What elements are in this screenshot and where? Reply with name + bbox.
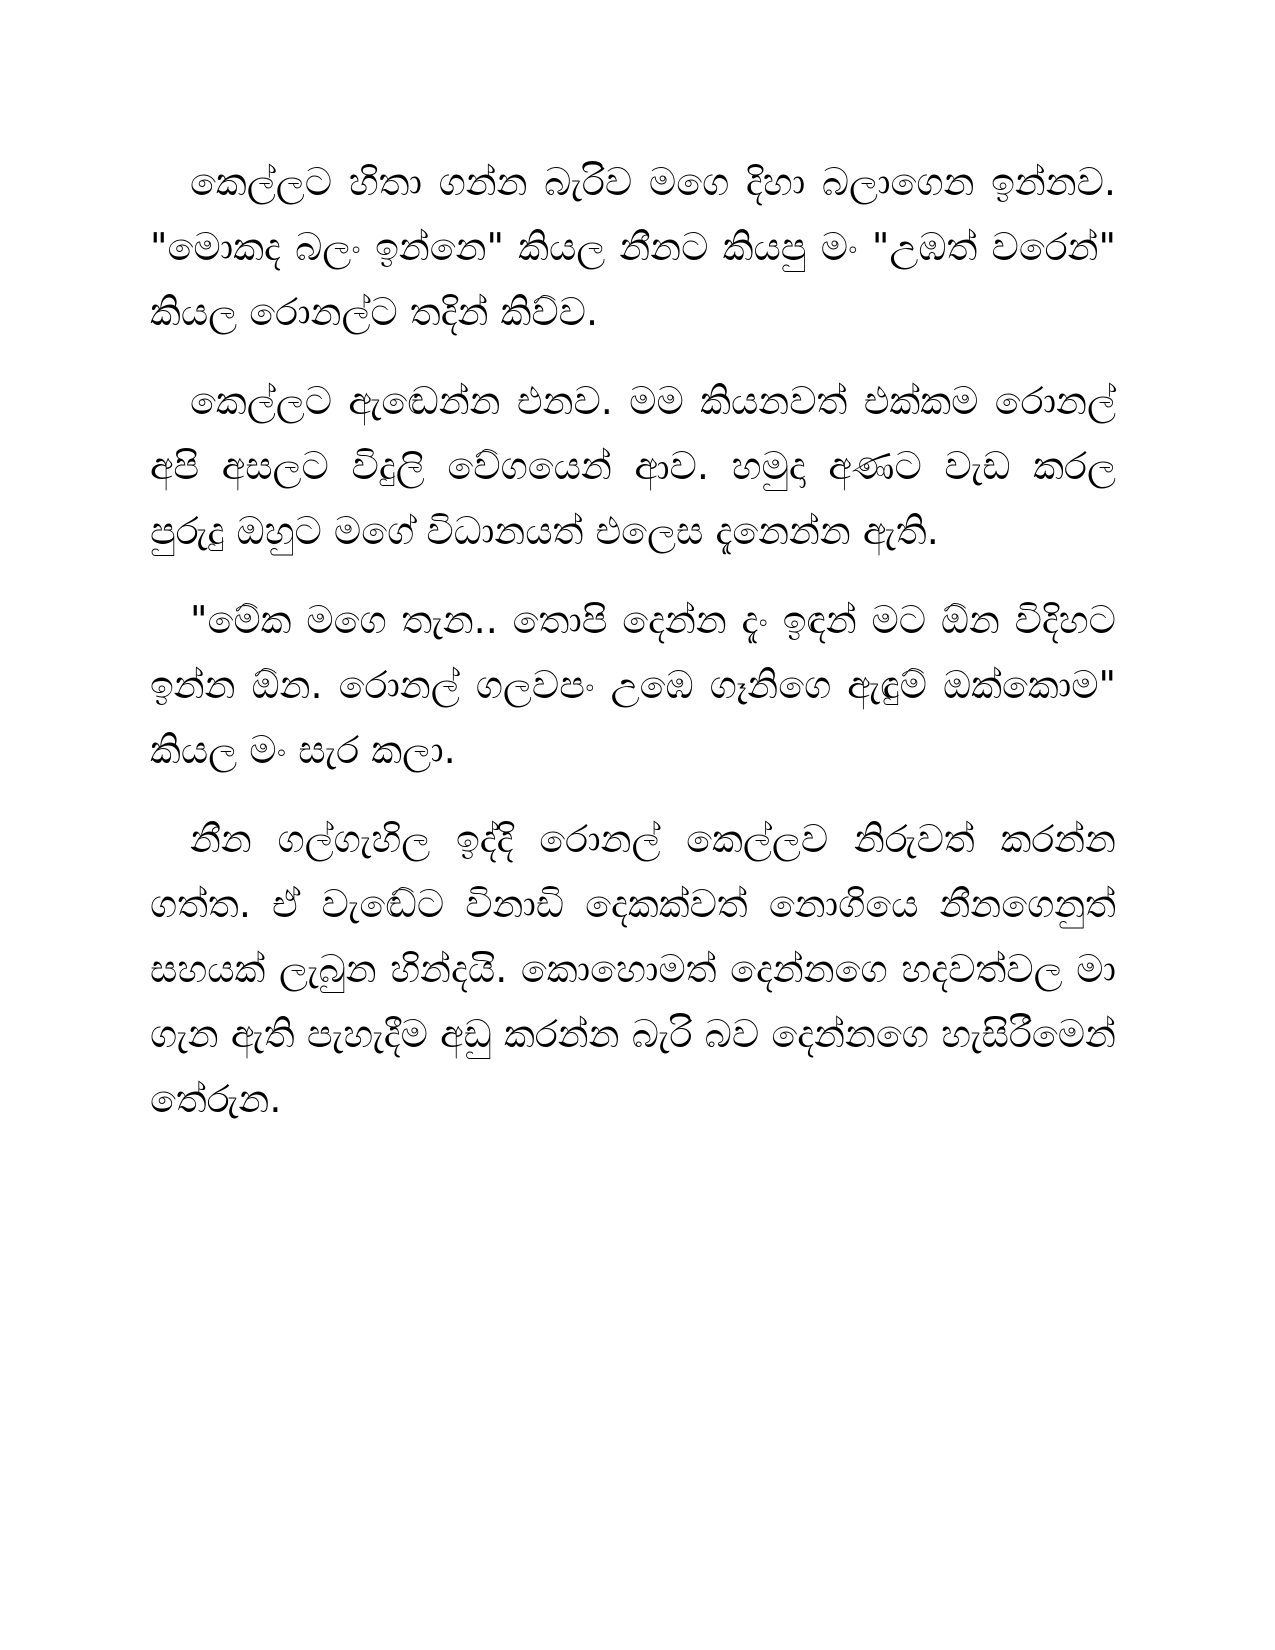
paragraph-3: "මේක මගෙ තැන.. තොපි දෙන්න දැං ඉඳන් මට ඕන විදිහට ඉන්න ඕන. රොනල් ගලවපං උඹෙ ගෑනිගෙ ඇඳුම් ඔක්කොම" කියල මං සැර කලා.	[150, 598, 1116, 772]
body-text	[150, 150, 1116, 1156]
paragraph-1: කෙල්ලට හිතා ගන්න බැරිව මගෙ දිහා බලාගෙන ඉන්නව. "මොකද බලං ඉන්නෙ" කියල නීනට කියපු මං "උඹත් වරෙන්" කියල රොනල්ට තදින් කිව්ව.	[150, 160, 1116, 334]
paragraph-4: නීන ගල්ගැහිල ඉද්දි රොනල් කෙල්ලව නිරුවත් කරන්න ගත්ත. ඒ වැඬේට විනාඩි දෙකක්වත් නොගියෙ නීනගෙනුත් සහයක් ලැබුන හින්දයි. කොහොමත් දෙන්නගෙ හදවත්වල මා ගැන ඇති පැහැදීම අඩු කරන්න බැරි බව දෙන්නගෙ හැසිරීමෙන් තේරුන.	[150, 817, 1116, 1121]
paragraph-2: කෙල්ලට ඇඬෙන්න එනව. මම කියනවත් එක්කම රොනල් අපි අසලට විදුලි වේගයෙන් ආව. හමුදා අණට වැඩ කරල පුරුදු ඔහුට මගේ විධානයත් එලෙස දැනෙන්න ඇති.	[150, 379, 1116, 553]
